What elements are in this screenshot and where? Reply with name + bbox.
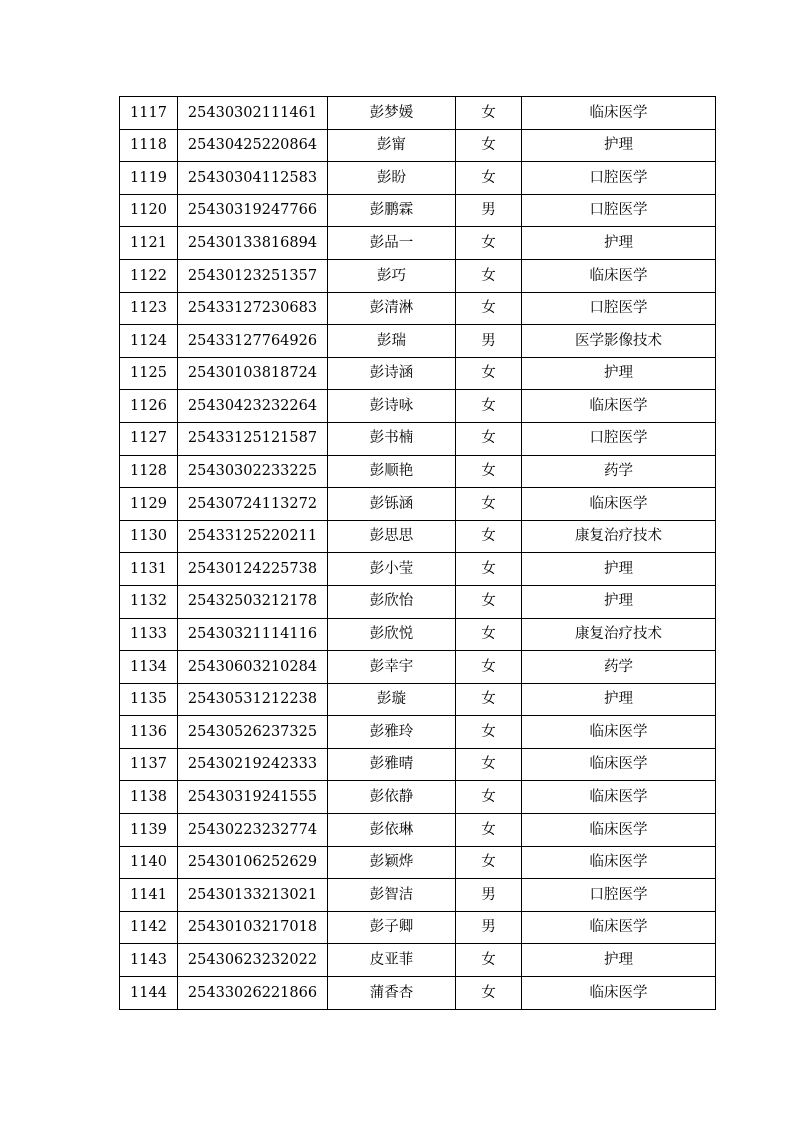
exam-id-cell: 25430423232264 (178, 390, 328, 423)
gender-cell: 女 (456, 683, 522, 716)
row-number-cell: 1131 (120, 553, 178, 586)
gender-cell: 男 (456, 911, 522, 944)
major-cell: 康复治疗技术 (522, 618, 716, 651)
student-name-cell: 彭诗咏 (328, 390, 456, 423)
table-row (120, 162, 716, 195)
table-row (120, 325, 716, 358)
exam-id-cell: 25430123251357 (178, 259, 328, 292)
major-cell: 医学影像技术 (522, 325, 716, 358)
table-row (120, 97, 716, 130)
table-row (120, 455, 716, 488)
row-number-cell: 1141 (120, 879, 178, 912)
major-cell: 临床医学 (522, 846, 716, 879)
major-cell: 护理 (522, 944, 716, 977)
gender-cell: 男 (456, 325, 522, 358)
table-row (120, 716, 716, 749)
student-name-cell: 彭雅晴 (328, 748, 456, 781)
row-number-cell: 1139 (120, 814, 178, 847)
gender-cell: 女 (456, 651, 522, 684)
row-number-cell: 1122 (120, 259, 178, 292)
major-cell: 药学 (522, 651, 716, 684)
gender-cell: 女 (456, 585, 522, 618)
exam-id-cell: 25433127764926 (178, 325, 328, 358)
student-name-cell: 彭诗涵 (328, 357, 456, 390)
student-name-cell: 彭智洁 (328, 879, 456, 912)
gender-cell: 女 (456, 748, 522, 781)
exam-id-cell: 25430623232022 (178, 944, 328, 977)
gender-cell: 女 (456, 553, 522, 586)
table-row (120, 129, 716, 162)
major-cell: 口腔医学 (522, 194, 716, 227)
exam-id-cell: 25430304112583 (178, 162, 328, 195)
table-row (120, 911, 716, 944)
row-number-cell: 1125 (120, 357, 178, 390)
student-name-cell: 彭品一 (328, 227, 456, 260)
student-name-cell: 彭甯 (328, 129, 456, 162)
row-number-cell: 1143 (120, 944, 178, 977)
student-name-cell: 彭鹏霖 (328, 194, 456, 227)
table-row (120, 488, 716, 521)
major-cell: 临床医学 (522, 748, 716, 781)
row-number-cell: 1123 (120, 292, 178, 325)
student-name-cell: 彭子卿 (328, 911, 456, 944)
exam-id-cell: 25430103217018 (178, 911, 328, 944)
student-name-cell: 彭欣怡 (328, 585, 456, 618)
row-number-cell: 1136 (120, 716, 178, 749)
gender-cell: 女 (456, 846, 522, 879)
student-name-cell: 彭思思 (328, 520, 456, 553)
major-cell: 口腔医学 (522, 162, 716, 195)
row-number-cell: 1129 (120, 488, 178, 521)
table-row (120, 944, 716, 977)
student-name-cell: 彭依静 (328, 781, 456, 814)
gender-cell: 女 (456, 781, 522, 814)
exam-id-cell: 25430319241555 (178, 781, 328, 814)
table-row (120, 618, 716, 651)
exam-id-cell: 25430219242333 (178, 748, 328, 781)
row-number-cell: 1120 (120, 194, 178, 227)
major-cell: 康复治疗技术 (522, 520, 716, 553)
exam-id-cell: 25430133816894 (178, 227, 328, 260)
table-row (120, 227, 716, 260)
gender-cell: 女 (456, 422, 522, 455)
exam-id-cell: 25430531212238 (178, 683, 328, 716)
exam-id-cell: 25430103818724 (178, 357, 328, 390)
table-row (120, 553, 716, 586)
table-body (120, 97, 716, 1010)
major-cell: 临床医学 (522, 911, 716, 944)
row-number-cell: 1121 (120, 227, 178, 260)
gender-cell: 女 (456, 129, 522, 162)
major-cell: 护理 (522, 227, 716, 260)
gender-cell: 男 (456, 194, 522, 227)
student-name-cell: 彭铄涵 (328, 488, 456, 521)
row-number-cell: 1134 (120, 651, 178, 684)
gender-cell: 女 (456, 520, 522, 553)
table-row (120, 977, 716, 1010)
gender-cell: 女 (456, 357, 522, 390)
student-name-cell: 彭书楠 (328, 422, 456, 455)
row-number-cell: 1119 (120, 162, 178, 195)
exam-id-cell: 25433125220211 (178, 520, 328, 553)
major-cell: 临床医学 (522, 259, 716, 292)
row-number-cell: 1118 (120, 129, 178, 162)
major-cell: 护理 (522, 585, 716, 618)
table-row (120, 520, 716, 553)
table-row (120, 814, 716, 847)
student-name-cell: 彭瑞 (328, 325, 456, 358)
row-number-cell: 1126 (120, 390, 178, 423)
major-cell: 口腔医学 (522, 879, 716, 912)
row-number-cell: 1132 (120, 585, 178, 618)
row-number-cell: 1128 (120, 455, 178, 488)
major-cell: 护理 (522, 553, 716, 586)
gender-cell: 女 (456, 292, 522, 325)
row-number-cell: 1135 (120, 683, 178, 716)
major-cell: 护理 (522, 683, 716, 716)
student-name-cell: 彭雅玲 (328, 716, 456, 749)
table-row (120, 585, 716, 618)
exam-id-cell: 25433026221866 (178, 977, 328, 1010)
table-row (120, 259, 716, 292)
table-row (120, 357, 716, 390)
gender-cell: 女 (456, 716, 522, 749)
major-cell: 临床医学 (522, 97, 716, 130)
student-list-table (119, 96, 716, 1010)
exam-id-cell: 25430302233225 (178, 455, 328, 488)
major-cell: 口腔医学 (522, 292, 716, 325)
exam-id-cell: 25430319247766 (178, 194, 328, 227)
table-row (120, 194, 716, 227)
student-name-cell: 彭盼 (328, 162, 456, 195)
gender-cell: 女 (456, 259, 522, 292)
student-name-cell: 彭巧 (328, 259, 456, 292)
row-number-cell: 1133 (120, 618, 178, 651)
row-number-cell: 1137 (120, 748, 178, 781)
student-name-cell: 彭依琳 (328, 814, 456, 847)
gender-cell: 男 (456, 879, 522, 912)
gender-cell: 女 (456, 227, 522, 260)
student-name-cell: 彭幸宇 (328, 651, 456, 684)
exam-id-cell: 25430425220864 (178, 129, 328, 162)
gender-cell: 女 (456, 162, 522, 195)
row-number-cell: 1140 (120, 846, 178, 879)
table-row (120, 846, 716, 879)
exam-id-cell: 25430321114116 (178, 618, 328, 651)
major-cell: 护理 (522, 357, 716, 390)
gender-cell: 女 (456, 944, 522, 977)
row-number-cell: 1138 (120, 781, 178, 814)
table-row (120, 651, 716, 684)
table-row (120, 292, 716, 325)
table-row (120, 683, 716, 716)
gender-cell: 女 (456, 390, 522, 423)
exam-id-cell: 25430724113272 (178, 488, 328, 521)
student-name-cell: 彭欣悦 (328, 618, 456, 651)
table-row (120, 781, 716, 814)
student-name-cell: 彭颖烨 (328, 846, 456, 879)
major-cell: 临床医学 (522, 716, 716, 749)
student-name-cell: 彭清淋 (328, 292, 456, 325)
major-cell: 临床医学 (522, 488, 716, 521)
student-name-cell: 蒲香杏 (328, 977, 456, 1010)
exam-id-cell: 25430302111461 (178, 97, 328, 130)
table-row (120, 748, 716, 781)
gender-cell: 女 (456, 455, 522, 488)
major-cell: 临床医学 (522, 977, 716, 1010)
gender-cell: 女 (456, 488, 522, 521)
major-cell: 临床医学 (522, 390, 716, 423)
row-number-cell: 1144 (120, 977, 178, 1010)
exam-id-cell: 25430106252629 (178, 846, 328, 879)
row-number-cell: 1127 (120, 422, 178, 455)
row-number-cell: 1130 (120, 520, 178, 553)
row-number-cell: 1117 (120, 97, 178, 130)
gender-cell: 女 (456, 977, 522, 1010)
exam-id-cell: 25433125121587 (178, 422, 328, 455)
exam-id-cell: 25433127230683 (178, 292, 328, 325)
exam-id-cell: 25430526237325 (178, 716, 328, 749)
gender-cell: 女 (456, 814, 522, 847)
row-number-cell: 1124 (120, 325, 178, 358)
student-name-cell: 彭梦媛 (328, 97, 456, 130)
exam-id-cell: 25430223232774 (178, 814, 328, 847)
major-cell: 护理 (522, 129, 716, 162)
major-cell: 口腔医学 (522, 422, 716, 455)
major-cell: 药学 (522, 455, 716, 488)
table-row (120, 390, 716, 423)
student-name-cell: 皮亚菲 (328, 944, 456, 977)
major-cell: 临床医学 (522, 781, 716, 814)
table-row (120, 879, 716, 912)
student-name-cell: 彭小莹 (328, 553, 456, 586)
exam-id-cell: 25432503212178 (178, 585, 328, 618)
gender-cell: 女 (456, 97, 522, 130)
exam-id-cell: 25430133213021 (178, 879, 328, 912)
student-name-cell: 彭璇 (328, 683, 456, 716)
major-cell: 临床医学 (522, 814, 716, 847)
table-row (120, 422, 716, 455)
row-number-cell: 1142 (120, 911, 178, 944)
exam-id-cell: 25430124225738 (178, 553, 328, 586)
exam-id-cell: 25430603210284 (178, 651, 328, 684)
student-name-cell: 彭顺艳 (328, 455, 456, 488)
gender-cell: 女 (456, 618, 522, 651)
